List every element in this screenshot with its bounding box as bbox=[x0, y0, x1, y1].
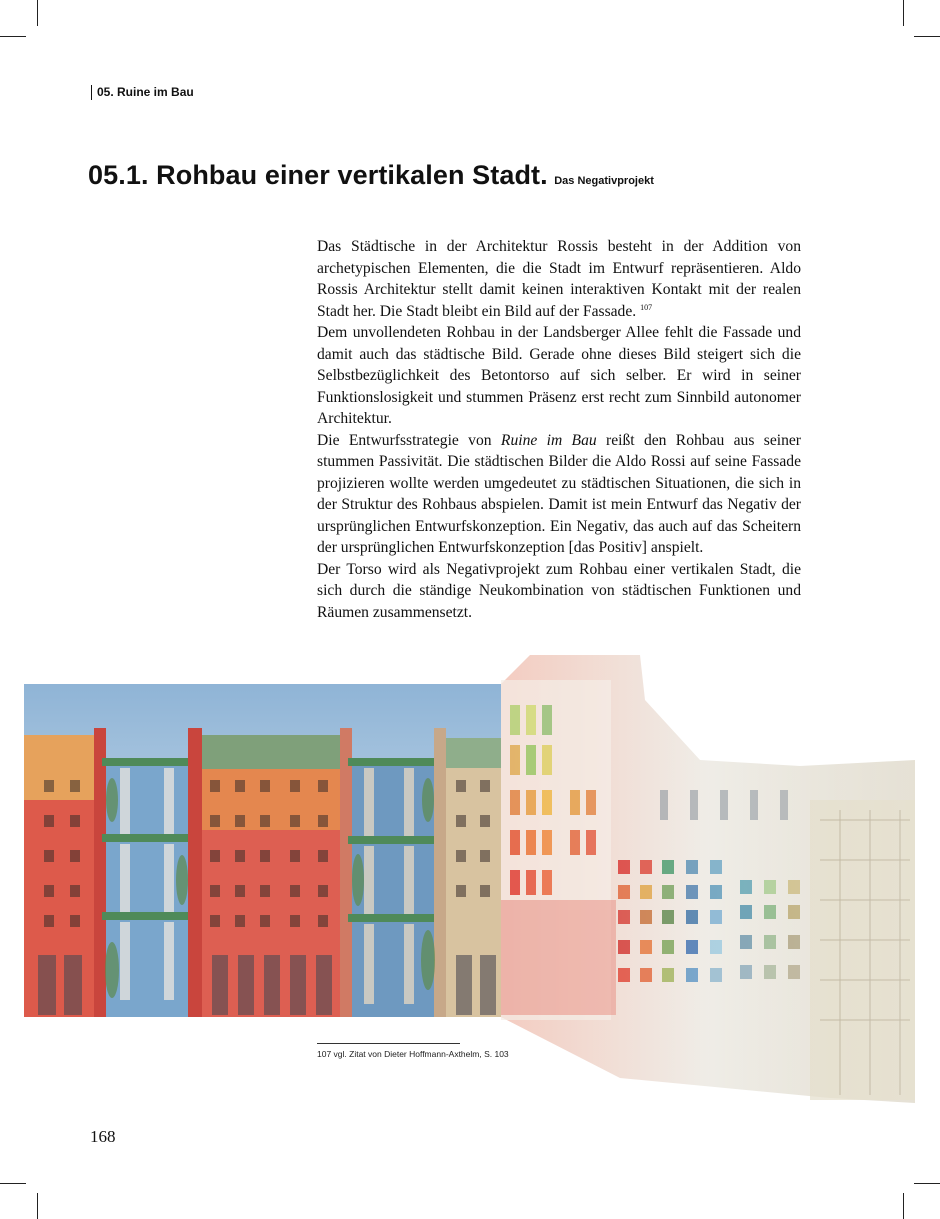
watercolor-facade bbox=[24, 684, 501, 1017]
paragraph-text: reißt den Rohbau aus seiner stummen Passivität. Die städtischen Bilder die Aldo Rossi auf seine Fassade projizieren wollte werden umgedeutet zu städtischen Situationen, die sich in der Struktur des Rohbaus abspielen. Damit ist mein Entwurf das Negativ der ursprünglichen Entwurfskonzeption. Ein Negativ, das auch auf das Scheitern der ursprünglichen Entwurfskonzeption [das Positiv] anspielt. bbox=[317, 431, 801, 556]
footnote-reference: 107 bbox=[640, 302, 653, 312]
paragraph: Dem unvollendeten Rohbau in der Landsberger Allee fehlt die Fassade und damit auch das städtische Bild. Gerade ohne dieses Bild steigert sich die Selbstbezüglichkeit des Betontorso auf sich selber. Er wird in seiner Funktionslosigkeit und stummen Präsenz erst recht zum Sinnbild autonomer Architektur. bbox=[317, 324, 801, 427]
footnote-rule bbox=[317, 1043, 460, 1044]
chapter-title: 05.1. Rohbau einer vertikalen Stadt. bbox=[88, 160, 548, 190]
paragraph-text: Die Entwurfsstrategie von bbox=[317, 431, 492, 449]
paragraph: Der Torso wird als Negativprojekt zum Rohbau einer vertikalen Stadt, die sich durch die ständige Neukombination von städtischen Funktionen und Räumen zusammensetzt. bbox=[317, 560, 801, 621]
building-collage bbox=[501, 655, 915, 1103]
paragraph-text: Das Städtische in der Architektur Rossis besteht in der Addition von archetypischen Elementen, die die Stadt im Entwurf repräsentieren. Aldo Rossis Architektur stellt damit keinen interaktiven Kontakt mit der realen Stadt her. Die Stadt bleibt ein Bild auf der Fassade. bbox=[317, 238, 801, 320]
page-number: 168 bbox=[90, 1127, 116, 1146]
footnote: 107 vgl. Zitat von Dieter Hoffmann-Axthelm, S. 103 bbox=[317, 1049, 509, 1059]
running-header: 05. Ruine im Bau bbox=[91, 85, 194, 100]
project-title: Ruine im Bau bbox=[500, 431, 597, 449]
chapter-subtitle: Das Negativprojekt bbox=[554, 175, 654, 187]
